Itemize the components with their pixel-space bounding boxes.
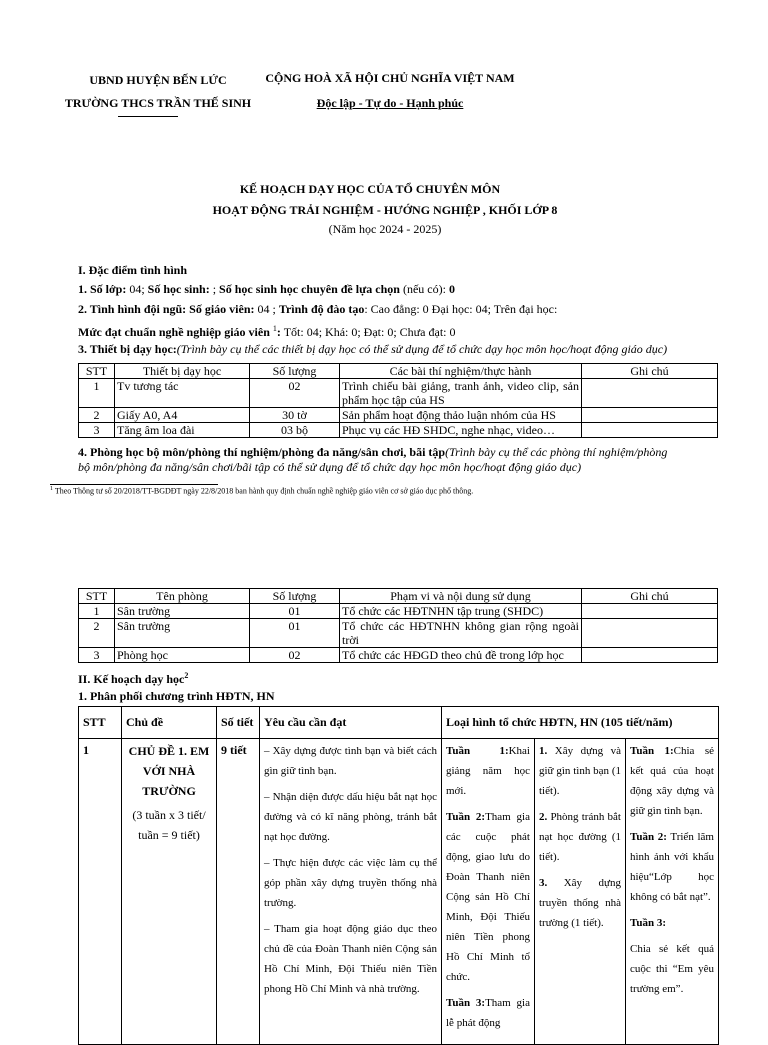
col-header: Các bài thí nghiệm/thực hành (340, 364, 582, 379)
cell: 01 (250, 604, 340, 619)
cell-requirements (260, 739, 442, 1045)
week-item: Tuần 3:Tham gia lễ phát động (446, 997, 530, 1029)
equipment-table (78, 363, 718, 438)
cell (582, 423, 718, 438)
rooms-table (78, 588, 718, 663)
col-header: Số tiết (217, 707, 260, 739)
section2-heading: II. Kế hoạch dạy học$^2$ (78, 671, 189, 686)
cell: 2 (79, 408, 115, 423)
col-header: Tên phòng (115, 589, 250, 604)
week-item: Tuần 2:Tham gia các cuộc phát động, giao lưu do Đoàn Thanh niên Cộng sản Hồ Chí Minh, Đội Thiếu niên Tiền phong Hồ Chí Minh tổ chức. (446, 811, 530, 983)
cell: Phòng học (115, 648, 250, 663)
rooms-heading: 4. Phòng học bộ môn/phòng thí nghiệm/phòng đa năng/sân chơi, bãi tập(Trình bày cụ thể các phòng thí nghiệm/phòng (78, 445, 668, 459)
cell: Phục vụ các HĐ SHDC, nghe nhạc, video… (340, 423, 582, 438)
table-row (79, 379, 718, 408)
table-row (79, 423, 718, 438)
equipment-heading: 3. Thiết bị dạy học:(Trình bày cụ thể các thiết bị dạy học có thể sử dụng để tổ chức dạy học môn học/hoạt động giáo dục) (78, 342, 668, 356)
cell (582, 379, 718, 408)
col-header: Ghi chú (582, 589, 718, 604)
cell-activity-c (626, 739, 719, 1045)
col-header: STT (79, 707, 122, 739)
footnote: $^1$ Theo Thông tư số 20/2018/TT-BGDĐT ngày 22/8/2018 ban hành quy định chuẩn nghề nghiệp giáo viên cơ sở giáo dục phổ thông. (50, 486, 474, 496)
topic-note: (3 tuần x 3 tiết/ tuần = 9 tiết) (132, 808, 206, 842)
lesson-item: 2. Phòng tránh bắt nạt học đường (1 tiết). (539, 811, 621, 863)
nation-motto: Độc lập - Tự do - Hạnh phúc (316, 96, 464, 110)
cell: 3 (79, 423, 115, 438)
col-header: Số lượng (250, 364, 340, 379)
cell: 30 tờ (250, 408, 340, 423)
cell-topic (122, 739, 217, 1045)
cell (582, 648, 718, 663)
school-name: TRƯỜNG THCS TRẦN THẾ SINH (64, 96, 252, 110)
topic-title: CHỦ ĐỀ 1. EM VỚI NHÀ TRƯỜNG (128, 744, 210, 798)
teacher-standard-line: Mức đạt chuẩn nghề nghiệp giáo viên $^1$: Tốt: 04; Khá: 0; Đạt: 0; Chưa đạt: 0 (78, 324, 456, 339)
table-header-row (79, 707, 719, 739)
col-header: Phạm vi và nội dung sử dụng (340, 589, 582, 604)
doc-title: KẾ HOẠCH DẠY HỌC CỦA TỔ CHUYÊN MÔN (239, 182, 501, 196)
plan-table (78, 706, 719, 1045)
cell: 3 (79, 648, 115, 663)
cell: Tv tương tác (115, 379, 250, 408)
cell: 02 (250, 379, 340, 408)
cell: 03 bộ (250, 423, 340, 438)
cell (582, 604, 718, 619)
requirement-item: – Nhận diện được dấu hiệu bắt nạt học đường và có kĩ năng phòng, tránh bắt nạt học đường. (264, 791, 437, 843)
cell-periods: 9 tiết (217, 739, 260, 1045)
cell: 2 (79, 619, 115, 648)
col-header: Loại hình tổ chức HĐTN, HN (105 tiết/năm) (442, 707, 719, 739)
table-row (79, 408, 718, 423)
week-item: Tuần 1:Khai giảng năm học mới. (446, 745, 530, 797)
footnote-rule (50, 484, 218, 485)
cell: 1 (79, 604, 115, 619)
table-header-row (79, 589, 718, 604)
school-year: (Năm học 2024 - 2025) (328, 222, 442, 236)
col-header: STT (79, 364, 115, 379)
nation-title: CỘNG HOÀ XÃ HỘI CHỦ NGHĨA VIỆT NAM (265, 71, 515, 85)
week-item: Tuần 1:Chia sẻ kết quả của hoạt động xây dựng và giữ gìn tình bạn. (630, 745, 714, 817)
class-info-line: 1. Số lớp: 04; Số học sinh: ; Số học sinh học chuyên đề lựa chọn (nếu có): 0 (78, 282, 455, 296)
cell (582, 619, 718, 648)
table-row (79, 604, 718, 619)
requirement-item: – Xây dựng được tình bạn và biết cách gìn giữ tình bạn. (264, 745, 437, 777)
cell: Tăng âm loa đài (115, 423, 250, 438)
lesson-item: 1. Xây dựng và giữ gìn tình bạn (1 tiết). (539, 745, 621, 797)
cell: Sân trường (115, 619, 250, 648)
col-header: Số lượng (250, 589, 340, 604)
agency-name: UBND HUYỆN BẾN LỨC (89, 73, 227, 87)
cell: 1 (79, 379, 115, 408)
cell-stt: 1 (79, 739, 122, 1045)
table-header-row (79, 364, 718, 379)
col-header: Yêu cầu cần đạt (260, 707, 442, 739)
cell: Tổ chức các HĐTNHN tập trung (SHDC) (340, 604, 582, 619)
cell: Sản phẩm hoạt động thảo luận nhóm của HS (340, 408, 582, 423)
cell: 02 (250, 648, 340, 663)
cell: Giấy A0, A4 (115, 408, 250, 423)
cell-activity-a (442, 739, 535, 1045)
cell: Sân trường (115, 604, 250, 619)
week-item: Chia sẻ kết quả cuộc thi “Em yêu trường em”. (630, 943, 714, 995)
header-left-rule (118, 116, 178, 117)
cell (582, 408, 718, 423)
section2-subheading: 1. Phân phối chương trình HĐTN, HN (78, 689, 275, 703)
requirement-item: – Thực hiện được các việc làm cụ thể góp phần xây dựng truyền thống nhà trường. (264, 857, 437, 909)
week-item: Tuần 2: Triển lãm hình ảnh với khẩu hiệu“Lớp học không có bắt nạt”. (630, 831, 714, 903)
cell-activity-b (535, 739, 626, 1045)
staff-info-line: 2. Tình hình đội ngũ: Số giáo viên: 04 ; Trình độ đào tạo: Cao đẳng: 0 Đại học: 04; Trên đại học: (78, 302, 558, 316)
requirement-item: – Tham gia hoạt động giáo dục theo chủ đề của Đoàn Thanh niên Cộng sản Hồ Chí Minh, Đội Thiếu niên Tiền phong Hồ Chí Minh và nhà trường. (264, 923, 437, 995)
doc-subtitle: HOẠT ĐỘNG TRẢI NGHIỆM - HƯỚNG NGHIỆP , KHỐI LỚP 8 (212, 203, 558, 217)
table-row (79, 739, 719, 1045)
cell: Tổ chức các HĐTNHN không gian rộng ngoài trời (340, 619, 582, 648)
col-header: STT (79, 589, 115, 604)
table-row (79, 619, 718, 648)
cell: 01 (250, 619, 340, 648)
col-header: Chủ đề (122, 707, 217, 739)
col-header: Ghi chú (582, 364, 718, 379)
lesson-item: 3. Xây dựng truyền thống nhà trường (1 tiết). (539, 877, 621, 929)
col-header: Thiết bị dạy học (115, 364, 250, 379)
table-row (79, 648, 718, 663)
section1-heading: I. Đặc điểm tình hình (78, 263, 188, 277)
cell: Trình chiếu bài giảng, tranh ảnh, video clip, sản phẩm học tập của HS (340, 379, 582, 408)
rooms-heading-cont: bộ môn/phòng đa năng/sân chơi/bãi tập có thể sử dụng để tổ chức dạy học môn học/hoạt động giáo dục) (78, 460, 582, 474)
cell: Tổ chức các HĐGD theo chủ đề trong lớp học (340, 648, 582, 663)
week-item: Tuần 3: (630, 917, 666, 929)
